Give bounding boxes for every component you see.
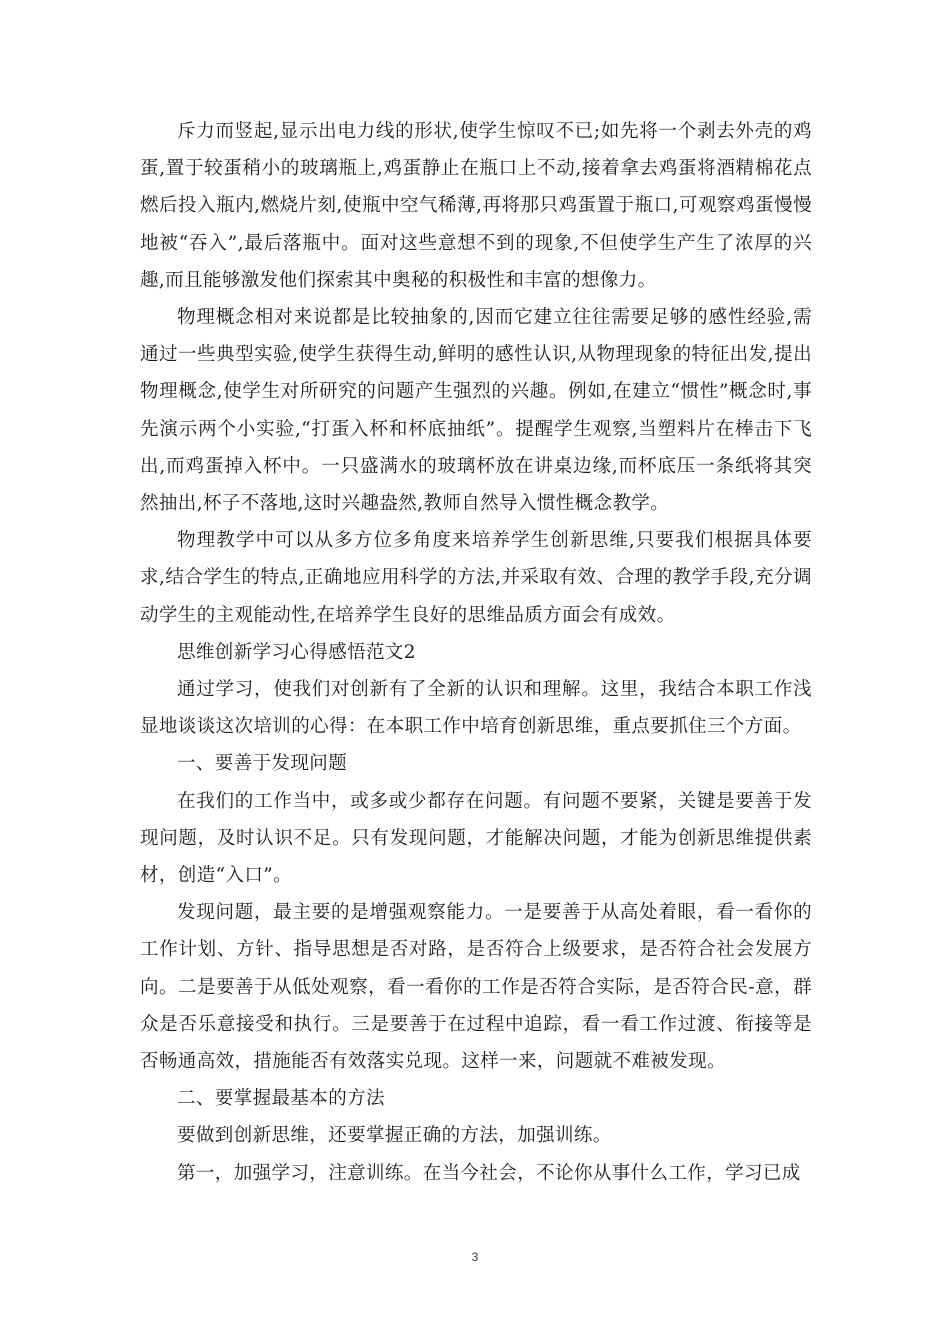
- section-heading: 二、要掌握最基本的方法: [177, 1088, 385, 1110]
- paragraph: 第一，加强学习，注意训练。在当今社会，不论你从事什么工作，学习已成: [177, 1162, 801, 1184]
- page-number: 3: [471, 1250, 479, 1264]
- paragraph: 斥力而竖起,显示出电力线的形状,使学生惊叹不已;如先将一个剥去外壳的鸡蛋,置于较蛋稍小的玻璃瓶上,鸡蛋静止在瓶口上不动,接着拿去鸡蛋将酒精棉花点燃后投入瓶内,燃烧片刻,使瓶中空气稀薄,再将那只鸡蛋置于瓶口,可观察鸡蛋慢慢地被“吞入”,最后落瓶中。面对这些意想不到的现象,不但使学生产生了浓厚的兴趣,而且能够激发他们探索其中奥秘的积极性和丰富的想像力。: [140, 121, 812, 291]
- document-body: [140, 113, 812, 1192]
- paragraph: 发现问题，最主要的是增强观察能力。一是要善于从高处着眼，看一看你的工作计划、方针、指导思想是否对路，是否符合上级要求，是否符合社会发展方向。二是要善于从低处观察，看一看你的工作是否符合实际，是否符合民-意，群众是否乐意接受和执行。三是要善于在过程中追踪，看一看工作过渡、衔接等是否畅通高效，措施能否有效落实兑现。这样一来，问题就不难被发现。: [140, 902, 812, 1073]
- section-heading: 一、要善于发现问题: [177, 753, 348, 775]
- paragraph: 物理教学中可以从多方位多角度来培养学生创新思维,只要我们根据具体要求,结合学生的特点,正确地应用科学的方法,并采取有效、合理的教学手段,充分调动学生的主观能动性,在培养学生良好的思维品质方面会有成效。: [140, 530, 812, 626]
- paragraph: 在我们的工作当中，或多或少都存在问题。有问题不要紧，关键是要善于发现问题，及时认识不足。只有发现问题，才能解决问题，才能为创新思维提供素材，创造“入口”。: [140, 790, 812, 887]
- paragraph: 要做到创新思维，还要掌握正确的方法，加强训练。: [177, 1125, 612, 1147]
- paragraph: 物理概念相对来说都是比较抽象的,因而它建立往往需要足够的感性经验,需通过一些典型实验,使学生获得生动,鲜明的感性认识,从物理现象的特征出发,提出物理概念,使学生对所研究的问题产生强烈的兴趣。例如,在建立“惯性”概念时,事先演示两个小实验,“打蛋入杯和杯底抽纸”。提醒学生观察,当塑料片在棒击下飞出,而鸡蛋掉入杯中。一只盛满水的玻璃杯放在讲桌边缘,而杯底压一条纸将其突然抽出,杯子不落地,这时兴趣盎然,教师自然导入惯性概念教学。: [140, 307, 812, 515]
- paragraph: 通过学习，使我们对创新有了全新的认识和理解。这里，我结合本职工作浅显地谈谈这次培训的心得：在本职工作中培育创新思维，重点要抓住三个方面。: [140, 679, 812, 738]
- section-title: 思维创新学习心得感悟范文2: [177, 641, 416, 663]
